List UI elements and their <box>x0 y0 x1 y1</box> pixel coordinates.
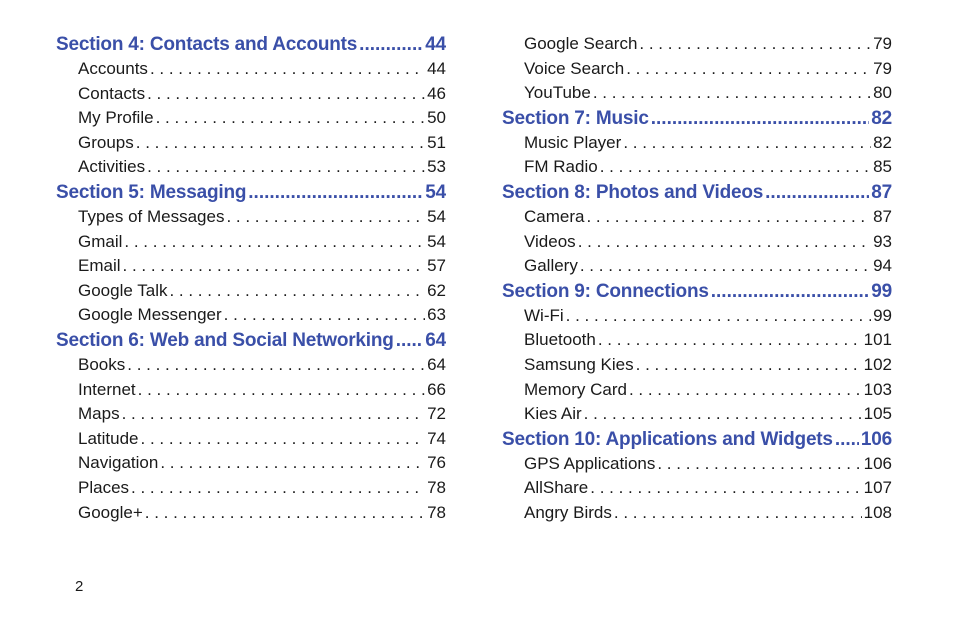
toc-entry[interactable] <box>56 254 446 279</box>
dot-leader <box>145 501 425 526</box>
page-number: 2 <box>75 578 84 595</box>
toc-section-heading[interactable] <box>56 32 446 57</box>
toc-page-number: 82 <box>871 107 892 129</box>
toc-section-heading[interactable] <box>502 279 892 304</box>
toc-label: Contacts <box>78 83 146 103</box>
toc-label: Google Search <box>524 34 638 53</box>
dot-leader <box>156 106 426 131</box>
toc-label: Gallery <box>524 256 578 276</box>
toc-entry[interactable] <box>502 328 892 353</box>
toc-entry[interactable] <box>56 230 446 255</box>
toc-entry[interactable] <box>56 82 446 107</box>
dot-leader <box>136 131 425 156</box>
toc-page-number: 85 <box>873 157 892 177</box>
toc-label: YouTube <box>524 83 591 103</box>
toc-label: Section 5: Messaging <box>56 181 247 203</box>
toc-entry[interactable] <box>502 230 892 255</box>
toc-label: Navigation <box>78 453 159 473</box>
toc-label: Section 6: Web and Social Networking <box>56 329 394 351</box>
toc-section-heading[interactable] <box>502 180 892 205</box>
toc-page-number: 101 <box>863 330 892 350</box>
toc-label: Music Player <box>524 132 622 152</box>
dot-leader <box>359 32 423 57</box>
dot-leader <box>629 378 862 403</box>
toc-page-number: 99 <box>871 280 892 302</box>
toc-entry[interactable] <box>502 452 892 477</box>
toc-page-number: 63 <box>427 305 446 325</box>
toc-entry[interactable] <box>56 451 446 476</box>
dot-leader <box>657 452 861 477</box>
toc-entry[interactable] <box>56 155 446 180</box>
toc-page-number: 87 <box>871 181 892 203</box>
dot-leader <box>765 180 869 205</box>
toc-page-number: 79 <box>873 34 892 53</box>
toc-entry[interactable] <box>56 353 446 378</box>
toc-section-heading[interactable] <box>502 106 892 131</box>
toc-label: Google Messenger <box>78 305 222 325</box>
toc-entry[interactable] <box>502 378 892 403</box>
toc-page-number: 78 <box>427 477 446 497</box>
dot-leader <box>626 57 871 82</box>
toc-entry[interactable] <box>502 57 892 82</box>
toc-label: Latitude <box>78 428 139 448</box>
toc-entry[interactable] <box>502 304 892 329</box>
toc-entry[interactable] <box>502 476 892 501</box>
toc-page-number: 72 <box>427 404 446 424</box>
toc-entry[interactable] <box>502 402 892 427</box>
dot-leader <box>138 378 425 403</box>
toc-entry[interactable] <box>56 378 446 403</box>
toc-entry[interactable] <box>56 57 446 82</box>
toc-entry[interactable] <box>56 303 446 328</box>
dot-leader <box>598 328 862 353</box>
toc-entry[interactable] <box>56 205 446 230</box>
toc-label: Bluetooth <box>524 330 596 350</box>
dot-leader <box>614 501 862 526</box>
toc-page-number: 64 <box>427 354 446 374</box>
toc-page-number: 46 <box>427 83 446 103</box>
dot-leader <box>566 304 871 329</box>
dot-leader <box>711 279 870 304</box>
toc-label: Camera <box>524 206 585 226</box>
toc-entry[interactable] <box>56 279 446 304</box>
toc-page-number: 107 <box>863 478 892 498</box>
toc-page-number: 54 <box>425 181 446 203</box>
toc-label: Angry Birds <box>524 502 612 522</box>
toc-entry[interactable] <box>56 501 446 526</box>
toc-page-number: 66 <box>427 379 446 399</box>
dot-leader <box>224 303 425 328</box>
toc-page-number: 106 <box>863 453 892 473</box>
toc-label: Google Talk <box>78 280 168 300</box>
toc-right-column <box>502 32 892 526</box>
toc-entry[interactable] <box>56 427 446 452</box>
toc-left-column <box>56 32 446 525</box>
toc-label: Accounts <box>78 59 148 78</box>
toc-page-number: 53 <box>427 157 446 177</box>
toc-entry[interactable] <box>56 402 446 427</box>
toc-entry[interactable] <box>56 131 446 156</box>
toc-label: Activities <box>78 157 146 177</box>
toc-entry[interactable] <box>502 353 892 378</box>
toc-label: Gmail <box>78 231 123 251</box>
dot-leader <box>226 205 425 230</box>
dot-leader <box>593 81 871 106</box>
dot-leader <box>584 402 862 427</box>
toc-page-number: 64 <box>425 329 446 351</box>
toc-entry[interactable] <box>502 32 892 57</box>
dot-leader <box>639 32 871 57</box>
toc-label: Places <box>78 477 130 497</box>
toc-label: Groups <box>78 132 134 152</box>
dot-leader <box>835 427 859 452</box>
toc-entry[interactable] <box>502 205 892 230</box>
dot-leader <box>586 205 871 230</box>
toc-entry[interactable] <box>502 254 892 279</box>
dot-leader <box>150 57 425 82</box>
dot-leader <box>123 254 426 279</box>
toc-entry[interactable] <box>56 106 446 131</box>
toc-page-number: 44 <box>427 59 446 78</box>
toc-section-heading[interactable] <box>502 427 892 452</box>
dot-leader <box>578 230 871 255</box>
toc-page-number: 44 <box>425 34 446 55</box>
toc-page-number: 50 <box>427 108 446 128</box>
toc-page-number: 54 <box>427 231 446 251</box>
toc-label: Voice Search <box>524 58 625 78</box>
toc-label: Internet <box>78 379 136 399</box>
toc-page-number: 106 <box>860 428 892 450</box>
toc-entry[interactable] <box>502 131 892 156</box>
dot-leader <box>623 131 871 156</box>
dot-leader <box>122 402 426 427</box>
toc-label: Memory Card <box>524 379 627 399</box>
toc-page-number: 94 <box>873 256 892 276</box>
toc-page-number: 87 <box>873 206 892 226</box>
toc-label: Section 10: Applications and Widgets <box>502 428 833 450</box>
dot-leader <box>141 427 426 452</box>
dot-leader <box>590 476 861 501</box>
toc-label: GPS Applications <box>524 453 656 473</box>
dot-leader <box>651 106 870 131</box>
toc-label: Videos <box>524 231 576 251</box>
toc-label: Section 8: Photos and Videos <box>502 181 764 203</box>
toc-label: Email <box>78 256 121 276</box>
toc-page-number: 103 <box>863 379 892 399</box>
dot-leader <box>169 279 425 304</box>
toc-page-number: 105 <box>863 404 892 424</box>
dot-leader <box>396 328 424 353</box>
toc-page-number: 74 <box>427 428 446 448</box>
toc-section-heading[interactable] <box>56 328 446 353</box>
toc-page-number: 54 <box>427 206 446 226</box>
toc-label: Section 7: Music <box>502 107 649 129</box>
toc-page-number: 108 <box>863 502 892 522</box>
toc-page-number: 76 <box>427 453 446 473</box>
toc-page-number: 102 <box>863 354 892 374</box>
toc-label: Samsung Kies <box>524 354 634 374</box>
toc-label: Kies Air <box>524 404 582 424</box>
toc-label: Section 4: Contacts and Accounts <box>56 34 358 55</box>
dot-leader <box>248 180 423 205</box>
toc-page-number: 79 <box>873 58 892 78</box>
toc-label: Google+ <box>78 502 143 522</box>
toc-label: FM Radio <box>524 157 598 177</box>
dot-leader <box>147 82 425 107</box>
toc-label: Types of Messages <box>78 206 225 226</box>
dot-leader <box>600 155 871 180</box>
toc-label: Books <box>78 354 126 374</box>
dot-leader <box>124 230 425 255</box>
dot-leader <box>131 476 425 501</box>
toc-label: My Profile <box>78 108 154 128</box>
dot-leader <box>160 451 425 476</box>
toc-page-number: 57 <box>427 256 446 276</box>
toc-label: Wi-Fi <box>524 305 564 325</box>
toc-label: AllShare <box>524 478 589 498</box>
toc-label: Section 9: Connections <box>502 280 709 302</box>
dot-leader <box>636 353 862 378</box>
dot-leader <box>580 254 871 279</box>
dot-leader <box>147 155 425 180</box>
dot-leader <box>127 353 425 378</box>
toc-page-number: 78 <box>427 502 446 522</box>
toc-page-number: 80 <box>873 83 892 103</box>
toc-entry[interactable] <box>502 155 892 180</box>
toc-page-number: 99 <box>873 305 892 325</box>
toc-entry[interactable] <box>502 501 892 526</box>
toc-section-heading[interactable] <box>56 180 446 205</box>
toc-page-number: 82 <box>873 132 892 152</box>
toc-page-number: 62 <box>427 280 446 300</box>
toc-label: Maps <box>78 404 120 424</box>
toc-page-number: 93 <box>873 231 892 251</box>
toc-page-number: 51 <box>427 132 446 152</box>
toc-entry[interactable] <box>56 476 446 501</box>
toc-entry[interactable] <box>502 81 892 106</box>
